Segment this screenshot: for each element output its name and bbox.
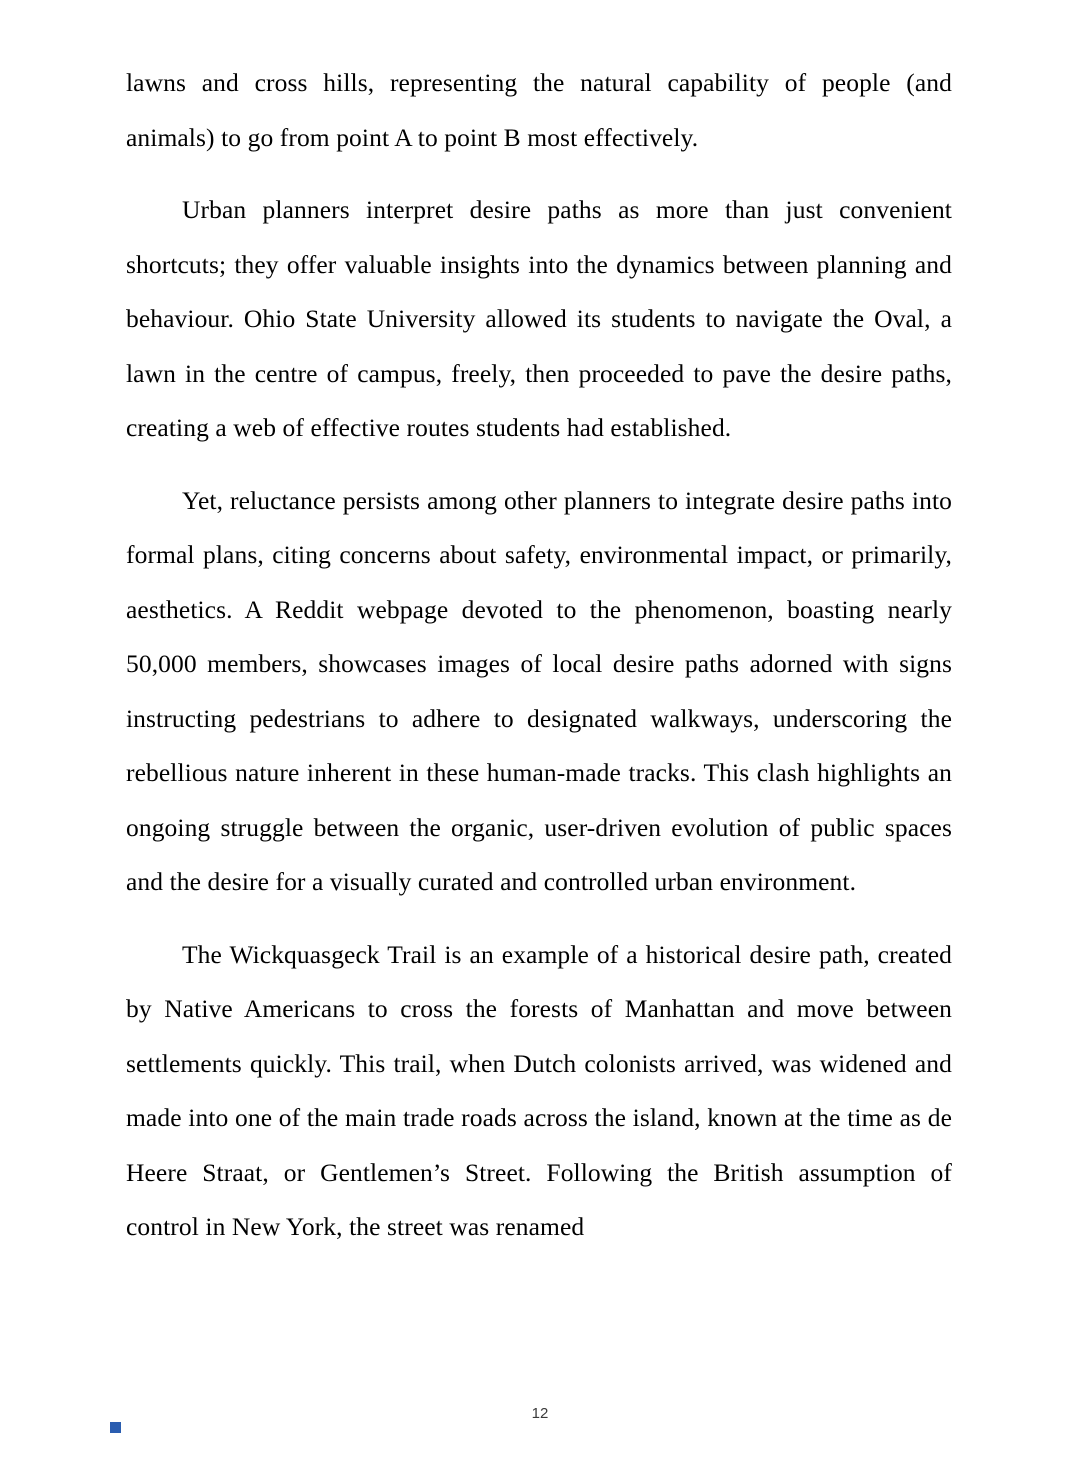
paragraph-4: The Wickquasgeck Trail is an example of a historical desire path, created by Native Americans to cross the forests of Manhattan and move between settlements quickly. This trail, when Dutch colonists arrived, was widened and made into one of the main trade roads across the island, known at the time as de Heere Straat, or Gentlemen’s Street. Following the British assumption of control in New York, the street was renamed [126,939,952,1241]
paragraph-1: lawns and cross hills, representing the natural capability of people (and animals) to go from point A to point B most effectively. [126,68,952,152]
paragraph-3: Yet, reluctance persists among other planners to integrate desire paths into formal plans, citing concerns about safety, environmental impact, or primarily, aesthetics. A Reddit webpage devoted to the phenomenon, boasting nearly 50,000 members, showcases images of local desire paths adorned with signs instructing pedestrians to adhere to designated walkways, underscoring the rebellious nature inherent in these human-made tracks. This clash highlights an ongoing struggle between the organic, user-driven evolution of public spaces and the desire for a visually curated and controlled urban environment. [126,485,952,896]
page-footer [0,1405,1080,1445]
paragraph-2: Urban planners interpret desire paths as more than just convenient shortcuts; they offer valuable insights into the dynamics between planning and behaviour. Ohio State University allowed its students to navigate the Oval, a lawn in the centre of campus, freely, then proceeded to pave the desire paths, creating a web of effective routes students had established. [126,195,952,442]
page-body-text [126,56,952,1255]
page-number: 12 [531,1405,549,1422]
footer-square-icon [110,1422,121,1433]
